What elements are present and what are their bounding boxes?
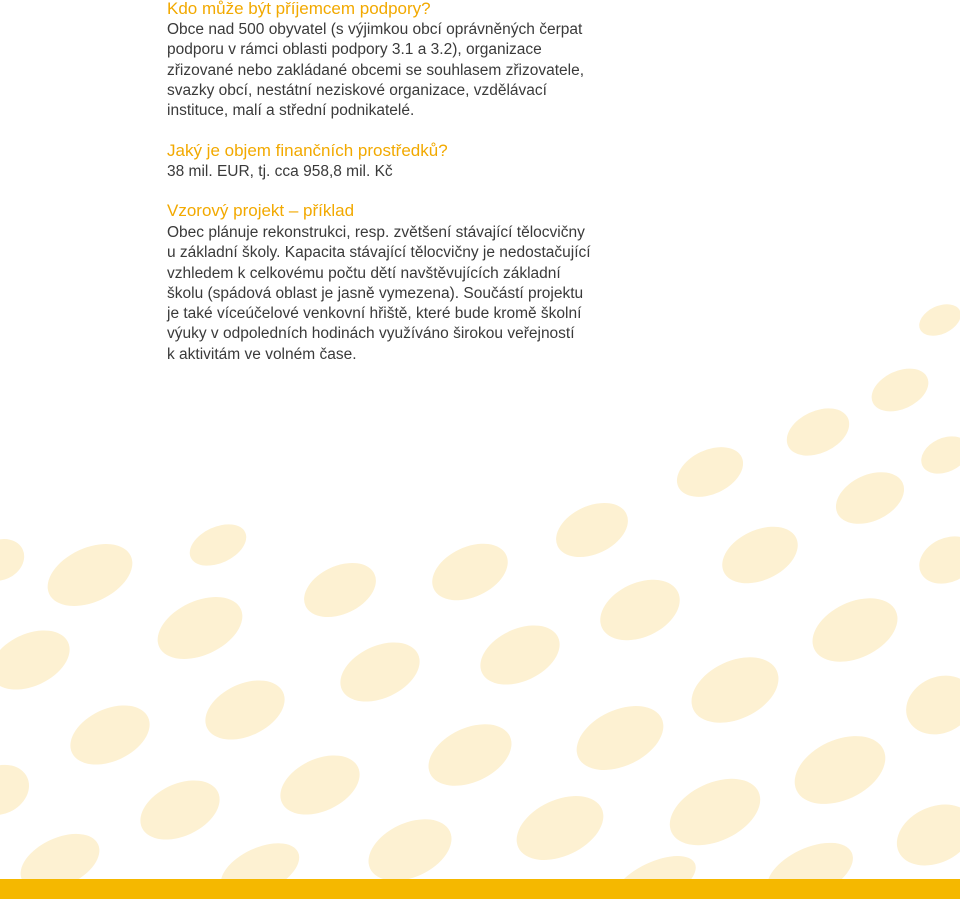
body-line: 38 mil. EUR, tj. cca 958,8 mil. Kč: [167, 163, 393, 180]
dot: [669, 437, 751, 506]
body-line: u základní školy. Kapacita stávající tělocvičny je nedostačující: [167, 244, 591, 262]
dot: [802, 586, 907, 675]
dot: [419, 712, 522, 798]
body-line: školu (spádová oblast je jasně vymezena). Součástí projektu: [167, 284, 584, 302]
dot: [148, 585, 252, 672]
section-eligibility: [167, 0, 727, 121]
body-line: k aktivitám ve volném čase.: [167, 345, 357, 363]
dot: [779, 399, 857, 465]
body-line: výuky v odpoledních hodinách využíváno širokou veřejností: [167, 325, 575, 343]
body-line: podporu v rámci oblasti podpory 3.1 a 3.2), organizace: [167, 41, 542, 59]
dot: [331, 631, 429, 714]
dot: [828, 462, 913, 534]
dot: [183, 516, 253, 574]
body-line: instituce, malí a střední podnikatelé.: [167, 102, 415, 120]
section-body: [167, 20, 727, 121]
dot: [0, 619, 79, 702]
body-line: je také víceúčelové venkovní hřiště, které bude kromě školní: [167, 305, 582, 323]
dot: [914, 298, 960, 342]
body-line: zřizované nebo zakládané obcemi se souhlasem zřizovatele,: [167, 61, 585, 79]
section-heading: Jaký je objem finančních prostředků?: [167, 141, 448, 160]
dot: [131, 769, 229, 852]
dot: [912, 527, 960, 592]
dot: [887, 793, 960, 878]
dot: [784, 723, 896, 818]
dot: [547, 492, 636, 568]
dot: [915, 429, 960, 481]
dot: [271, 744, 369, 827]
dot: [566, 693, 673, 783]
dot: [896, 665, 960, 745]
dot: [471, 614, 569, 697]
section-funding: [167, 141, 727, 182]
body-line: Obce nad 500 obyvatel (s výjimkou obcí oprávněných čerpat: [167, 21, 583, 38]
section-heading: Vzorový projekt – příklad: [167, 201, 355, 220]
dot: [61, 694, 159, 777]
dot: [506, 783, 613, 873]
dot: [681, 644, 789, 735]
dot: [423, 532, 517, 611]
dot: [591, 568, 690, 652]
dot: [295, 552, 384, 628]
dot: [196, 669, 294, 752]
dot: [0, 756, 37, 825]
body-line: Obec plánuje rekonstrukci, resp. zvětšení stávající tělocvičny: [167, 224, 585, 241]
dot: [713, 515, 807, 594]
dot: [659, 765, 771, 858]
section-body: [167, 162, 727, 182]
section-heading: Kdo může být příjemcem podpory?: [167, 0, 431, 18]
section-example-project: [167, 201, 727, 365]
body-line: vzhledem k celkovému počtu dětí navštěvujících základní: [167, 264, 561, 282]
dot: [865, 360, 935, 420]
section-body: [167, 223, 727, 365]
bottom-accent-stripe: [0, 879, 960, 899]
body-line: svazky obcí, nestátní neziskové organizace, vzdělávací: [167, 81, 547, 99]
dot: [38, 532, 142, 619]
dot: [0, 531, 31, 588]
